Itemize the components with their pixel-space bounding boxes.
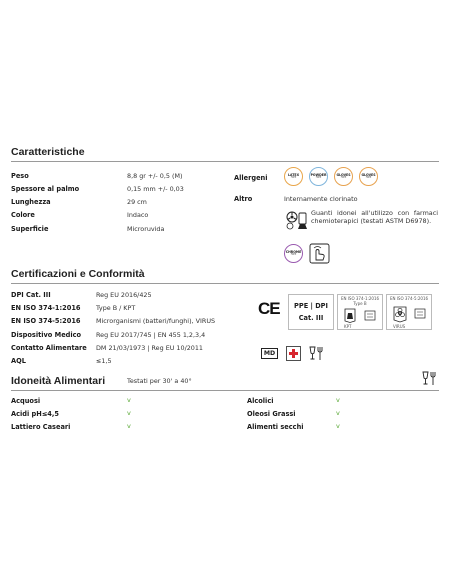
section-title-idoneita: Idoneità Alimentari (11, 375, 106, 387)
badge-top-text: POWDER (310, 172, 327, 177)
food-contact-icon (422, 371, 438, 386)
cert-label-en374-1: EN ISO 374-1:2016 (11, 304, 81, 312)
ppe-dpi-text: PPE | DPI (294, 302, 328, 310)
en374-1-title: EN ISO 374-1:2016 (340, 296, 380, 301)
allergeni-label: Allergeni (234, 174, 268, 182)
chemotherapy-icon (284, 209, 310, 231)
badge-bottom-text: FREE (365, 176, 372, 179)
latex-free-badge-icon (284, 167, 303, 186)
food-label-oleosi: Oleosi Grassi (247, 410, 296, 418)
spec-value-colore: Indaco (127, 211, 149, 219)
powder-free-badge-icon (309, 167, 328, 186)
section-divider (11, 161, 439, 162)
ce-mark-icon: CE (258, 299, 280, 318)
check-mark-icon: v (127, 409, 131, 417)
altro-value: Internamente clorinato (284, 195, 358, 203)
section-title-certificazioni: Certificazioni e Conformità (11, 268, 145, 280)
cert-value-aql: ≤1,5 (96, 357, 112, 365)
en374-1-box (337, 294, 383, 330)
cert-label-aql: AQL (11, 357, 26, 365)
cert-label-dispositivo: Dispositivo Medico (11, 331, 82, 339)
spec-label-spessore: Spessore al palmo (11, 185, 80, 193)
badge-bottom-text: FREE (315, 176, 322, 179)
food-label-alcolici: Alcolici (247, 397, 274, 405)
chrome-free-badge-icon (284, 244, 303, 263)
badge-bottom-text: FREE (290, 253, 297, 256)
section-divider (11, 390, 439, 391)
badge-top-text: GLOVES (336, 172, 351, 177)
section-divider (11, 283, 439, 284)
check-mark-icon: v (336, 396, 340, 404)
badge-top-text: CHROME (285, 249, 302, 254)
spec-label-superficie: Superficie (11, 225, 49, 233)
check-mark-icon: v (127, 396, 131, 404)
cert-value-en374-5: Microrganismi (batteri/funghi), VIRUS (96, 317, 216, 325)
cert-value-dpi: Reg EU 2016/425 (96, 291, 152, 299)
food-contact-icon (309, 346, 325, 361)
check-mark-icon: v (127, 422, 131, 430)
spec-value-spessore: 0,15 mm +/- 0,03 (127, 185, 184, 193)
idoneita-subtitle: Testati per 30' a 40° (127, 377, 192, 385)
en374-5-title: EN ISO 374-5:2016 (389, 296, 429, 301)
badge-bottom-text: FREE (290, 176, 297, 179)
chemo-description: Guanti idonei all'utilizzo con farmaci chemioterapici (testati ASTM D6978). (311, 209, 438, 226)
gloves-free-badge-icon (334, 167, 353, 186)
food-label-secchi: Alimenti secchi (247, 423, 304, 431)
cert-value-en374-1: Type B / KPT (96, 304, 136, 312)
red-cross-icon (286, 346, 301, 361)
biohazard-icon (391, 304, 429, 323)
section-title-caratteristiche: Caratteristiche (11, 146, 85, 158)
spec-label-peso: Peso (11, 172, 29, 180)
badge-top-text: GLOVES (361, 172, 376, 177)
medical-device-icon: MD (261, 348, 278, 359)
check-mark-icon: v (336, 422, 340, 430)
chemical-flask-icon (342, 307, 380, 323)
en374-5-box (386, 294, 432, 330)
touchscreen-hand-icon (309, 243, 330, 264)
spec-label-colore: Colore (11, 211, 35, 219)
spec-label-lunghezza: Lunghezza (11, 198, 51, 206)
en374-1-code: KPT (344, 324, 352, 329)
spec-value-lunghezza: 29 cm (127, 198, 147, 206)
badge-bottom-text: FREE (340, 176, 347, 179)
food-label-acidi: Acidi pH≤4,5 (11, 410, 59, 418)
cert-label-en374-5: EN ISO 374-5:2016 (11, 317, 81, 325)
badge-top-text: LATEX (287, 172, 300, 177)
cert-label-dpi: DPI Cat. III (11, 291, 51, 299)
gloves-free-badge-icon (359, 167, 378, 186)
en374-1-type: Type B (353, 301, 367, 306)
en374-5-code: VIRUS (393, 324, 406, 329)
check-mark-icon: v (336, 409, 340, 417)
altro-label: Altro (234, 195, 253, 203)
ppe-dpi-box (288, 294, 334, 330)
ppe-cat-text: Cat. III (298, 314, 324, 322)
cert-value-contatto: DM 21/03/1973 | Reg EU 10/2011 (96, 344, 203, 352)
spec-value-peso: 8,8 gr +/- 0,5 (M) (127, 172, 183, 180)
cert-value-dispositivo: Reg EU 2017/745 | EN 455 1,2,3,4 (96, 331, 206, 339)
cert-label-contatto: Contatto Alimentare (11, 344, 87, 352)
spec-value-superficie: Microruvida (127, 225, 165, 233)
food-label-acquosi: Acquosi (11, 397, 41, 405)
food-label-lattiero: Lattiero Caseari (11, 423, 71, 431)
